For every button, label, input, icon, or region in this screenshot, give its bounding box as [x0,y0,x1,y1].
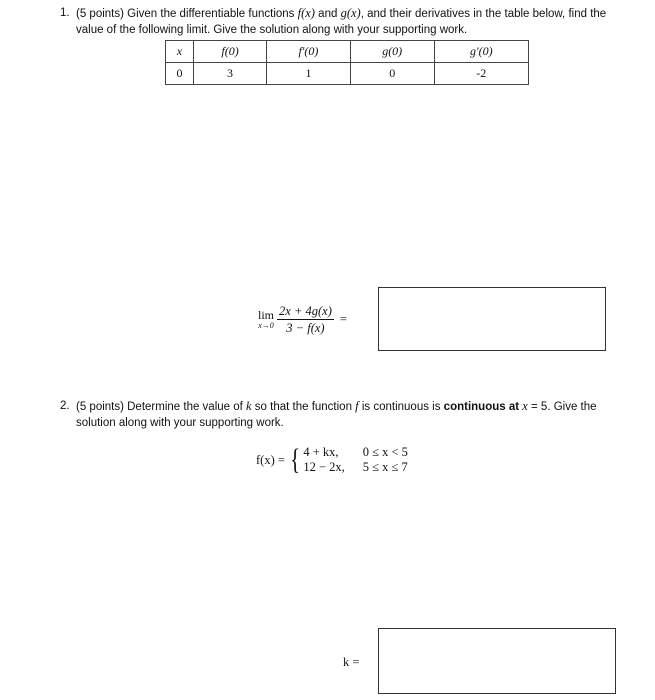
limit-fraction [277,304,334,335]
case-cond: 0 ≤ x < 5 [362,445,408,459]
function-lhs: f(x) = [256,452,285,467]
table-header-cell: f(0) [193,41,266,63]
case-expr: 4 + kx, [303,445,339,459]
derivative-table [165,40,529,85]
question-number: 2. [60,400,70,412]
question-number: 1. [60,7,70,19]
case-expr: 12 − 2x, [303,460,345,474]
table-header-cell: f′(0) [267,41,351,63]
f-of-x: f(x) [297,6,315,20]
denominator: 3 − f(x) [286,321,325,335]
table-cell: 3 [193,63,266,85]
table-header-cell: x [166,41,194,63]
question-2 [60,398,615,431]
question-1 [60,5,615,38]
table-cell: 0 [166,63,194,85]
table-cell: -2 [434,63,528,85]
limit-expression [258,304,347,335]
question-2-text: (5 points) Determine the value of k so that the function f is continuous is continuous at x = 5. Give the solution along with your supporting work. [76,399,597,429]
g-of-x: g(x) [340,6,361,20]
table-cell: 0 [350,63,434,85]
k-answer-label: k = [343,655,360,669]
answer-box-2[interactable] [378,628,616,694]
cases [303,445,408,475]
table-header-row [166,41,529,63]
numerator: 2x + 4g(x) [279,304,332,318]
table-cell: 1 [267,63,351,85]
table-row [166,63,529,85]
table-header-cell: g′(0) [434,41,528,63]
equals-sign: = [339,312,347,326]
table-header-cell: g(0) [350,41,434,63]
piecewise-function [256,445,408,475]
limit-operator: lim x→0 [258,308,275,330]
answer-box-1[interactable] [378,287,606,351]
brace: { [290,443,301,476]
question-1-text: (5 points) Given the differentiable functions f(x) and g(x), and their derivatives in the table below, find the value of the following limit. Give the solution along with your supporting work. [76,6,607,36]
case-cond: 5 ≤ x ≤ 7 [362,460,408,474]
